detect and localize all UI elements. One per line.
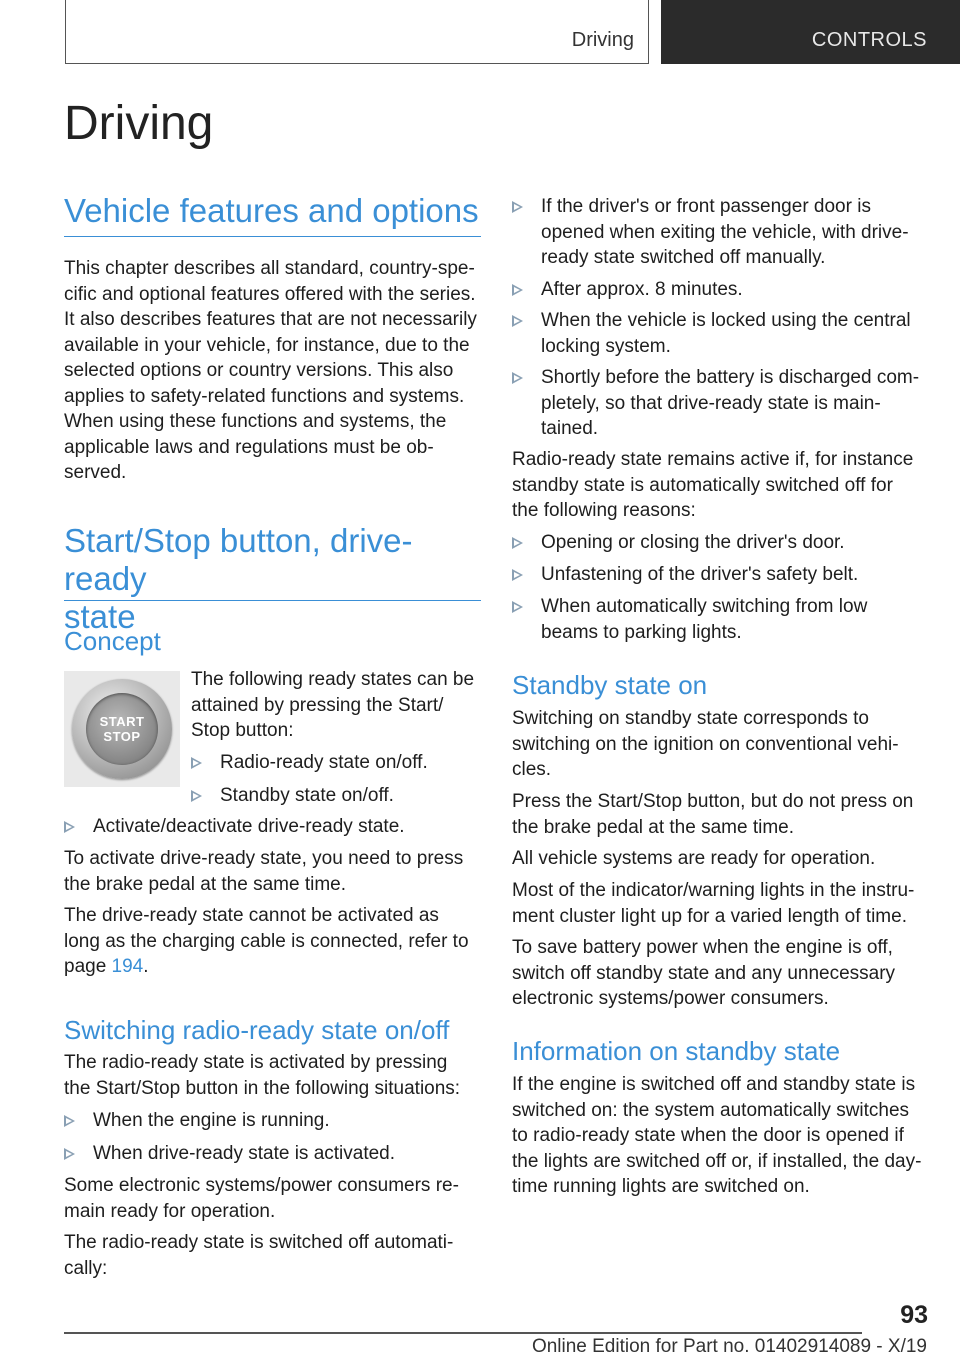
section-tab-label: Driving	[571, 29, 634, 51]
list-item: Unfastening of the driver's safety belt.	[512, 562, 926, 588]
heading-standby-on: Standby state on	[512, 670, 708, 700]
start-stop-button-image	[64, 671, 180, 787]
chapter-tab	[661, 0, 960, 64]
list-item: When automatically switching from low beams to parking lights.	[512, 594, 926, 645]
list-item: If the driver's or front passenger door is opened when exiting the vehicle, with drive- ready state switched off manually.	[512, 194, 926, 271]
page-link[interactable]: 194	[111, 956, 144, 977]
standby-info-p1: If the engine is switched off and standby state is switched on: the system automatically switches to radio-ready state when the door is opened if the lights are switched off or, if installed, the day- time running lights are switched on.	[512, 1074, 922, 1197]
start-stop-button-icon	[72, 679, 172, 779]
button-label-start: START	[99, 714, 145, 729]
consumers-note: Some electronic systems/power consumers re- main ready for operation.	[64, 1175, 459, 1222]
standby-on-p3: All vehicle systems are ready for operation.	[512, 848, 876, 869]
triangle-bullet-icon	[512, 372, 523, 384]
triangle-bullet-icon	[512, 284, 523, 296]
activate-note: To activate drive-ready state, you need to press the brake pedal at the same time.	[64, 848, 464, 895]
list-item: Activate/deactivate drive-ready state.	[64, 814, 481, 840]
switching-intro: The radio-ready state is activated by pressing the Start/Stop button in the following situations:	[64, 1052, 461, 1099]
triangle-bullet-icon	[64, 821, 75, 833]
triangle-bullet-icon	[512, 537, 523, 549]
page-number: 93	[900, 1301, 928, 1329]
auto-off-note: The radio-ready state is switched off automati- cally:	[64, 1232, 454, 1279]
list-item: Opening or closing the driver's door.	[512, 530, 926, 556]
triangle-bullet-icon	[64, 1115, 75, 1127]
triangle-bullet-icon	[512, 315, 523, 327]
page-title: Driving	[64, 97, 214, 150]
triangle-bullet-icon	[191, 757, 202, 769]
list-item: Shortly before the battery is discharged com- pletely, so that drive-ready state is main- tained.	[512, 365, 932, 442]
concept-intro: The following ready states can be attained by pressing the Start/ Stop button:	[191, 669, 475, 741]
list-item: Standby state on/off.	[191, 783, 481, 809]
list-item: When drive-ready state is activated.	[64, 1141, 481, 1167]
heading-vehicle-features: Vehicle features and options	[64, 192, 481, 237]
standby-on-p5: To save battery power when the engine is off, switch off standby state and any unnecessary electronic systems/power consumers.	[512, 937, 896, 1009]
triangle-bullet-icon	[64, 1148, 75, 1160]
list-item: When the vehicle is locked using the central locking system.	[512, 308, 926, 359]
list-item: When the engine is running.	[64, 1108, 481, 1134]
standby-on-p1: Switching on standby state corresponds to switching on the ignition on conventional vehi- cles.	[512, 708, 899, 780]
heading-concept: Concept	[64, 626, 161, 656]
chapter-tab-label: CONTROLS	[811, 29, 927, 51]
standby-on-p2: Press the Start/Stop button, but do not press on the brake pedal at the same time.	[512, 791, 914, 838]
vehicle-features-body: This chapter describes all standard, country-spe- cific and optional features offered with the series. It also describes features that are not necessarily available in your vehicle, for instance, due to the selected options or country versions. This also applies to safety-related functions and systems. When using these functions and systems, the applicable laws and regulations must be ob- served.	[64, 258, 477, 483]
footer-edition: Online Edition for Part no. 01402914089 - X/19	[531, 1336, 927, 1357]
triangle-bullet-icon	[191, 790, 202, 802]
standby-on-p4: Most of the indicator/warning lights in the instru- ment cluster light up for a varied length of time.	[512, 880, 915, 927]
triangle-bullet-icon	[512, 569, 523, 581]
heading-switching-radio: Switching radio-ready state on/off	[64, 1015, 450, 1045]
list-item: Radio-ready state on/off.	[191, 750, 481, 776]
cable-note: The drive-ready state cannot be activated as long as the charging cable is connected, refer to page 194.	[64, 905, 469, 977]
list-item: After approx. 8 minutes.	[512, 277, 926, 303]
heading-start-stop: Start/Stop button, drive-ready state	[64, 522, 481, 601]
footer-divider	[64, 1332, 862, 1334]
triangle-bullet-icon	[512, 201, 523, 213]
heading-standby-info: Information on standby state	[512, 1036, 841, 1066]
triangle-bullet-icon	[512, 601, 523, 613]
button-label-stop: STOP	[103, 729, 141, 744]
section-tab	[65, 0, 649, 64]
remains-active-note: Radio-ready state remains active if, for instance standby state is automatically switched off for the following reasons:	[512, 449, 914, 521]
